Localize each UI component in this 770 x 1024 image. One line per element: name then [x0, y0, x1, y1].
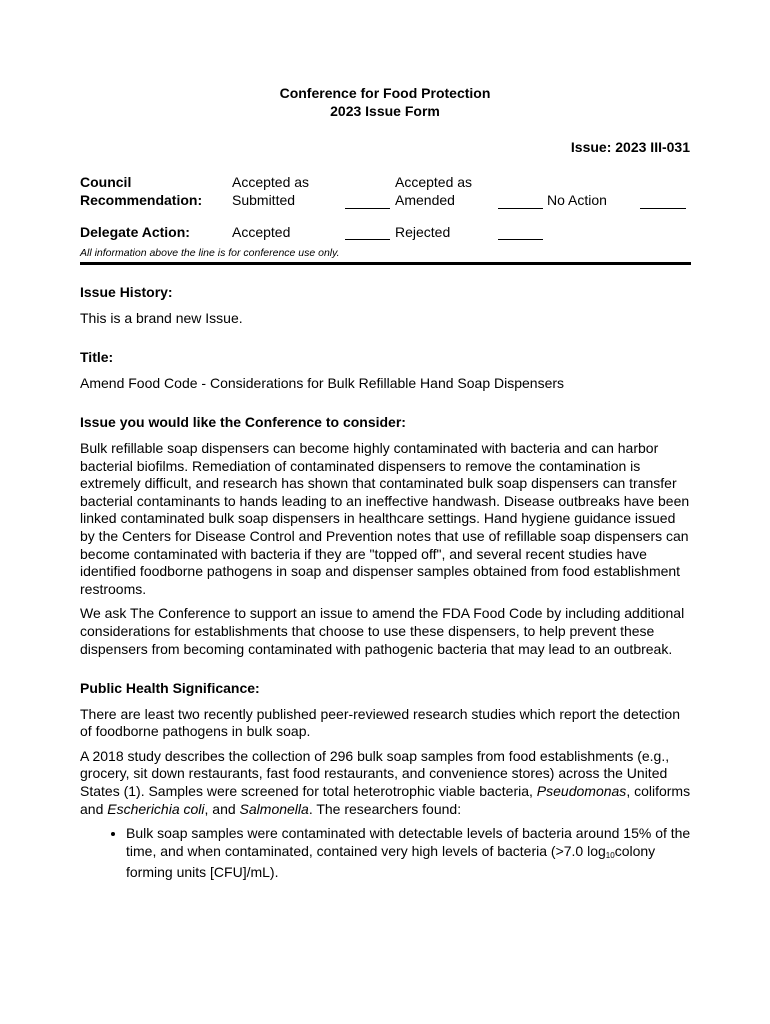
org-title: Conference for Food Protection [279, 85, 491, 101]
council-accepted-submitted: Accepted as Submitted [232, 174, 310, 208]
conference-use-note: All information above the line is for conference use only. [80, 247, 340, 259]
consider-paragraph-2: We ask The Conference to support an issue to amend the FDA Food Code by including additional considerations for establishments that choose to use these dispensers, to help prevent these dispensers from becoming contaminated with pathogenic bacteria that may lead to an outbreak. [80, 605, 685, 657]
significance-paragraph-1: There are least two recently published peer-reviewed research studies which report the detection of foodborne pathogens in bulk soap. [80, 705, 680, 740]
findings-list [80, 825, 692, 882]
delegate-accepted: Accepted [232, 224, 291, 240]
divider-line [80, 262, 691, 265]
delegate-label: Delegate Action: [80, 224, 190, 240]
issue-history-section [80, 284, 692, 327]
consider-section [80, 414, 692, 658]
rejected-blank[interactable] [498, 239, 543, 240]
consider-paragraph-1: Bulk refillable soap dispensers can become highly contaminated with bacteria and can harbor bacterial biofilms. Remediation of contaminated dispensers to remove the contamination is extremely difficult, and research has shown that contaminated bulk soap dispensers can transfer bacterial contaminants to hands leading to an ineffective handwash. Disease outbreaks have been linked contaminated bulk soap dispensers in healthcare settings. Hand hygiene guidance issued by the Centers for Disease Control and Prevention notes that use of refillable soap dispensers can become contaminated with bacteria if they are "topped off", and several recent studies have identified foodborne pathogens in soap and dispenser samples obtained from food establishment restrooms. [80, 439, 690, 597]
issue-body [80, 284, 692, 904]
finding-item: • Bulk soap samples were contaminated with detectable levels of bacteria around 15% of the time, and when contaminated, contained very high levels of bacteria (>7.0 $\log_{10}colony$ forming units [CFU]/mL). [126, 825, 692, 882]
submitted-blank[interactable] [345, 208, 390, 209]
significance-paragraph-2: A 2018 study describes the collection of 296 bulk soap samples from food establishments (e.g., grocery, sit down restaurants, fast food restaurants, and convenience stores) across the United States (1). Samples were screened for total heterotrophic viable bacteria, Pseudomonas, coliforms and Escherichia coli, and Salmonella. The researchers found: [80, 747, 691, 817]
council-no-action: No Action [547, 192, 607, 208]
title-section [80, 349, 692, 392]
title-heading: Title: [80, 349, 114, 366]
council-label: Council Recommendation: [80, 174, 203, 208]
consider-heading: Issue you would like the Conference to consider: [80, 414, 406, 431]
title-text: Amend Food Code - Considerations for Bulk Refillable Hand Soap Dispensers [80, 374, 565, 391]
significance-heading: Public Health Significance: [80, 680, 260, 697]
issue-number: Issue: 2023 III-031 [570, 139, 690, 155]
accepted-blank[interactable] [345, 239, 390, 240]
form-title: 2023 Issue Form [330, 103, 440, 119]
issue-history-text: This is a brand new Issue. [80, 309, 243, 326]
council-accepted-amended: Accepted as Amended [395, 174, 473, 208]
delegate-rejected: Rejected [395, 224, 451, 240]
significance-section [80, 680, 692, 882]
amended-blank[interactable] [498, 208, 543, 209]
no-action-blank[interactable] [640, 208, 686, 209]
issue-history-heading: Issue History: [80, 284, 173, 300]
form-header [0, 84, 770, 120]
